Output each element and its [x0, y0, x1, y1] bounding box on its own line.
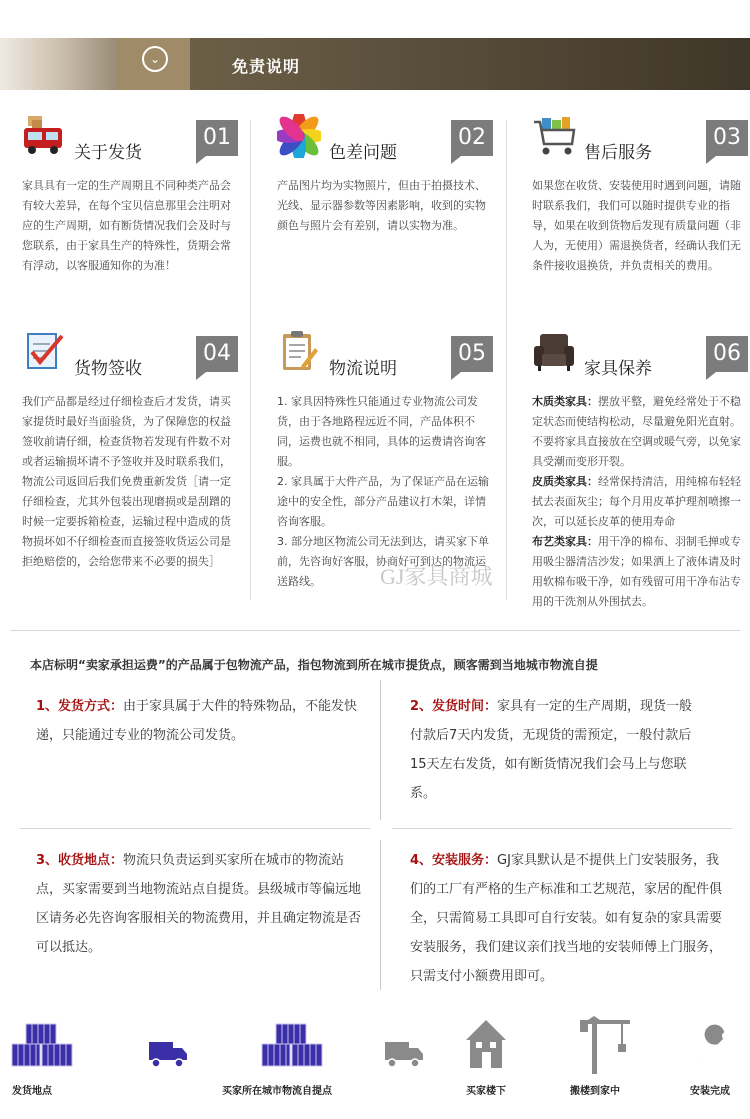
crane-icon	[578, 1014, 632, 1074]
watermark: GJ家具商城	[380, 564, 493, 589]
divider	[20, 828, 370, 829]
wrench-icon	[694, 1024, 738, 1068]
info-text: 家具有一定的生产周期，现货一般付款后7天内发货，无现货的需预定，一般付款后15天左右发货，如有断货情况我们会马上与您联系。	[410, 699, 693, 801]
card-text: 1. 家具因特殊性只能通过专业物流公司发货，由于各地路程远近不同，产品体积不同，运费也就不相同，具体的运费请咨询客服。	[277, 395, 486, 468]
card-number: 06	[706, 336, 748, 372]
info-box-shipping-method	[36, 692, 366, 750]
card-text: 2. 家具属于大件产品，为了保证产品在运输途中的安全性，部分产品建议打木架，详情咨询客服。	[277, 475, 489, 528]
step-label: 买家楼下	[466, 1086, 506, 1097]
info-heading: 1、发货方式：	[36, 699, 124, 714]
delivery-flow	[0, 1010, 750, 1115]
card-color	[277, 114, 507, 324]
card-body	[22, 392, 237, 572]
divider	[380, 840, 381, 990]
boxes-icon	[10, 1022, 74, 1078]
card-shipping	[22, 114, 252, 324]
info-text: GJ家具默认是不提供上门安装服务，我们的工厂有严格的生产标准和工艺规范，家居的配件俱全，只需简易工具即可自行安装。如有复杂的家具需要安装服务，我们建议亲们找当地的安装师傅上门服务，只需支付小额费用即可。	[410, 853, 723, 984]
divider	[392, 828, 732, 829]
card-text: 3. 部分地区物流公司无法到达，请买家下单前，先咨询好客服，协商好可到达的物流运送路线。	[277, 535, 489, 588]
truck-icon	[22, 114, 66, 158]
care-text: 摆放平整，避免经常处于不稳定状态而使结构松动，尽量避免阳光直射。不要将家具直接放在空调或暖气旁，以免家具受潮而变形开裂。	[532, 395, 741, 468]
card-title: 物流说明	[329, 359, 397, 379]
care-label: 皮质类家具：	[532, 475, 598, 488]
info-text: 由于家具属于大件的特殊物品，不能发快递，只能通过专业的物流公司发货。	[36, 699, 358, 743]
card-number: 04	[196, 336, 238, 372]
delivery-truck-icon	[384, 1040, 424, 1068]
card-title: 关于发货	[74, 143, 142, 163]
card-title: 售后服务	[584, 143, 652, 163]
step-label: 安装完成	[690, 1086, 730, 1097]
info-box-shipping-time	[410, 692, 700, 808]
card-body	[532, 392, 747, 612]
care-text: 经常保持清洁，用纯棉布轻轻拭去表面灰尘；每个月用皮革护理剂喷擦一次，可以延长皮革的使用寿命	[532, 475, 741, 528]
step-label: 搬楼到家中	[570, 1086, 620, 1097]
info-heading: 4、安装服务：	[410, 853, 498, 868]
clipboard-icon	[277, 330, 321, 374]
notice-text: 本店标明“卖家承担运费”的产品属于包物流产品，指包物流到所在城市提货点，顾客需到当地城市物流自提	[30, 658, 598, 672]
card-maintenance	[532, 330, 750, 608]
care-label: 木质类家具：	[532, 395, 598, 408]
card-signing	[22, 330, 252, 568]
divider	[380, 680, 381, 820]
card-text: 家具具有一定的生产周期且不同种类产品会有较大差异，在每个宝贝信息那里会注明对应的生产周期，如有断货情况我们会及时与您联系，由于家具生产的特殊性，货期会常有浮动，以客服通知你的为准！	[22, 179, 231, 272]
info-text: 物流只负责运到买家所在城市的物流站点，买家需要到当地物流站点自提货。县级城市等偏远地区请务必先咨询客服相关的物流费用，并且确定物流是否可以抵达。	[36, 853, 362, 955]
card-aftersales	[532, 114, 750, 324]
care-text: 用干净的棉布、羽制毛掸或专用吸尘器清洁沙发；如果洒上了液体请及时用软棉布吸干净，如有残留可用干净布沾专用的干洗剂从外围拭去。	[532, 535, 741, 608]
card-number: 05	[451, 336, 493, 372]
house-icon	[464, 1018, 508, 1070]
card-number: 01	[196, 120, 238, 156]
card-body	[22, 176, 237, 276]
info-box-installation	[410, 846, 728, 991]
banner	[0, 38, 750, 90]
banner-title: 免责说明	[232, 57, 301, 76]
divider	[10, 630, 740, 631]
card-title: 家具保养	[584, 359, 652, 379]
card-body	[532, 176, 747, 276]
color-wheel-icon	[277, 114, 321, 158]
card-number: 03	[706, 120, 748, 156]
card-title: 色差问题	[329, 143, 397, 163]
armchair-icon	[532, 330, 576, 374]
shopping-cart-icon	[532, 114, 576, 158]
card-text	[532, 472, 747, 532]
card-text	[532, 532, 747, 612]
card-number: 02	[451, 120, 493, 156]
card-title: 货物签收	[74, 359, 142, 379]
info-box-pickup	[36, 846, 366, 962]
step-label: 买家所在城市物流自提点	[222, 1086, 332, 1097]
care-label: 布艺类家具：	[532, 535, 598, 548]
info-heading: 3、收货地点：	[36, 853, 124, 868]
boxes-icon	[260, 1022, 324, 1078]
card-text: 我们产品都是经过仔细检查后才发货，请买家提货时最好当面验货，为了保障您的权益签收前请仔细，检查货物若发现有件数不对或者运输损坏请不予签收并及时联系我们，物流公司返回后我们免费重新发货［请一定仔细检查，尤其外包装出现磨损或是刮蹭的时候一定要拆箱检查，运输过程中造成的货物损坏如不仔细检查而直接签收货运公司是拒绝赔偿的，会给您带来不必要的损失］	[22, 395, 231, 568]
card-text	[532, 392, 747, 472]
chevron-down-icon: ⌄	[142, 46, 168, 72]
info-heading: 2、发货时间：	[410, 699, 498, 714]
checklist-icon	[22, 330, 66, 374]
delivery-truck-icon	[148, 1040, 188, 1068]
divider	[250, 120, 251, 600]
card-text: 产品图片均为实物照片，但由于拍摄技术、光线、显示器参数等因素影响，收到的实物颜色与照片会有差别，请以实物为准。	[277, 179, 486, 232]
step-label: 发货地点	[12, 1086, 52, 1097]
divider	[506, 120, 507, 600]
card-body	[277, 176, 492, 236]
card-text: 如果您在收货、安装使用时遇到问题，请随时联系我们，我们可以随时提供专业的指导，如果在收到货物后发现有质量问题（非人为，无使用）需退换货者，经确认我们无条件接收退换货，并负责相关的费用。	[532, 179, 741, 272]
